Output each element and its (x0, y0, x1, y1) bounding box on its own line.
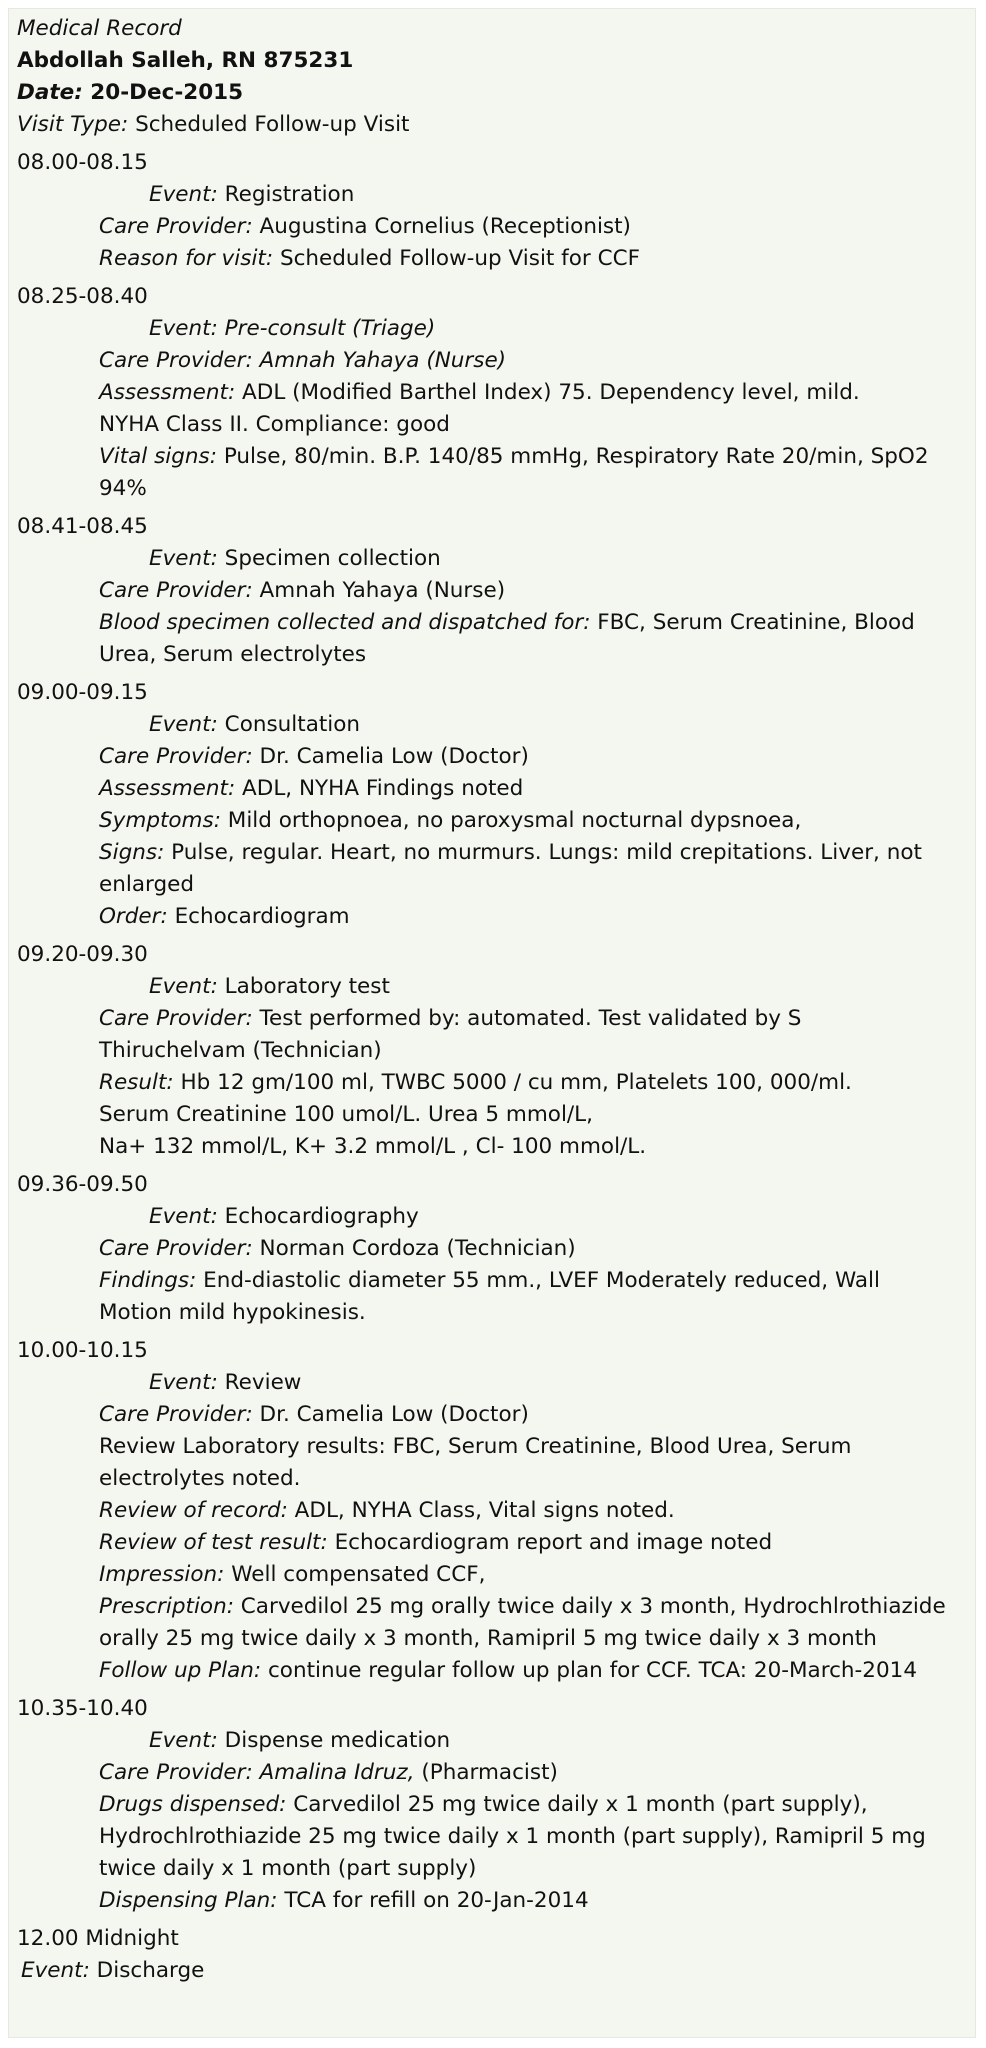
detail-text: (Pharmacist) (414, 1760, 558, 1785)
slot-detail-line (17, 1527, 967, 1559)
detail-text: orally 25 mg twice daily x 3 month, Ramipril 5 mg twice daily x 3 month (99, 1626, 877, 1651)
slot-detail-line (17, 1789, 967, 1821)
slot-detail-line (17, 1067, 967, 1099)
detail-text: Well compensated CCF, (224, 1562, 486, 1587)
slot-detail-line (17, 1003, 967, 1035)
event-label: Event: (149, 182, 218, 207)
slot-event-line (17, 709, 967, 741)
visit-type-line (17, 109, 967, 141)
detail-label: Care Provider: (99, 578, 253, 603)
detail-label: Blood specimen collected and dispatched for: (99, 610, 591, 635)
detail-label: Care Provider: (99, 744, 253, 769)
slot-event-line (17, 1725, 967, 1757)
detail-label: Assessment: (99, 380, 236, 405)
slot-event-line (17, 971, 967, 1003)
final-time: 12.00 Midnight (17, 1926, 179, 1951)
slot-detail-line (17, 741, 967, 773)
slot-detail-line (17, 575, 967, 607)
detail-text: Hydrochlrothiazide 25 mg twice daily x 1 month (part supply), Ramipril 5 mg (99, 1824, 926, 1849)
slot-detail-line (17, 805, 967, 837)
detail-label: Findings: (99, 1268, 197, 1293)
slot-detail-line (17, 473, 967, 505)
detail-text: NYHA Class II. Compliance: good (99, 412, 450, 437)
detail-text: Hb 12 gm/100 ml, TWBC 5000 / cu mm, Platelets 100, 000/ml. (173, 1070, 852, 1095)
event-label: Event: (149, 1204, 218, 1229)
event-value: Specimen collection (217, 546, 441, 571)
detail-label: Reason for visit: (99, 246, 274, 271)
date-line (17, 77, 967, 109)
slot-detail-line (17, 377, 967, 409)
detail-text: Serum Creatinine 100 umol/L. Urea 5 mmol/L, (99, 1102, 593, 1127)
detail-label: Symptoms: (99, 808, 221, 833)
detail-label: Vital signs: (99, 444, 217, 469)
slot-detail-line (17, 1591, 967, 1623)
slot-detail-line (17, 1099, 967, 1131)
slot-detail-line (17, 901, 967, 933)
detail-label: Result: (99, 1070, 174, 1095)
detail-text: continue regular follow up plan for CCF. TCA: 20-March-2014 (261, 1658, 918, 1683)
event-label: Event: (149, 1370, 218, 1395)
event-value: Dispense medication (217, 1728, 451, 1753)
detail-label: Order: (99, 904, 168, 929)
detail-text: Echocardiogram (167, 904, 350, 929)
timeline (17, 147, 967, 1917)
detail-label: Impression: (99, 1562, 225, 1587)
detail-text: ADL, NYHA Findings noted (235, 776, 524, 801)
event-label: Event: (149, 546, 218, 571)
detail-text: End-diastolic diameter 55 mm., LVEF Moderately reduced, Wall (196, 1268, 880, 1293)
slot-event-line (17, 313, 967, 345)
slot-detail-line (17, 1559, 967, 1591)
detail-text: Echocardiogram report and image noted (327, 1530, 773, 1555)
slot-detail-line (17, 1265, 967, 1297)
date-label: Date: (17, 80, 83, 105)
event-value: Laboratory test (217, 974, 390, 999)
event-value: Review (217, 1370, 302, 1395)
detail-label: Dispensing Plan: (99, 1888, 278, 1913)
final-event-label: Event: (21, 1958, 90, 1983)
detail-label: Signs: (99, 840, 165, 865)
detail-text: Na+ 132 mmol/L, K+ 3.2 mmol/L , Cl- 100 mmol/L. (99, 1134, 647, 1159)
event-value: Echocardiography (217, 1204, 419, 1229)
detail-text: 94% (99, 476, 147, 501)
slot-detail-line (17, 1035, 967, 1067)
slot-detail-line (17, 1463, 967, 1495)
patient-line: Abdollah Salleh, RN 875231 (17, 48, 354, 73)
visit-type-value: Scheduled Follow-up Visit (128, 112, 410, 137)
detail-text: ADL, NYHA Class, Vital signs noted. (287, 1498, 675, 1523)
slot-detail-line (17, 243, 967, 275)
slot-time: 08.41-08.45 (17, 514, 148, 539)
slot-time: 08.00-08.15 (17, 150, 148, 175)
slot-detail-line (17, 1885, 967, 1917)
slot-time: 09.20-09.30 (17, 942, 148, 967)
slot-detail-line (17, 441, 967, 473)
detail-text: electrolytes noted. (99, 1466, 301, 1491)
slot-event-line (17, 1367, 967, 1399)
detail-text: twice daily x 1 month (part supply) (99, 1856, 477, 1881)
slot-detail-line (17, 211, 967, 243)
slot-event-line (17, 543, 967, 575)
detail-label: Drugs dispensed: (99, 1792, 287, 1817)
detail-text: Norman Cordoza (Technician) (252, 1236, 576, 1261)
detail-text: Motion mild hypokinesis. (99, 1300, 366, 1325)
event-label: Event: (149, 1728, 218, 1753)
slot-time: 10.00-10.15 (17, 1338, 148, 1363)
detail-label: Review of record: (99, 1498, 288, 1523)
slot-event-line (17, 1201, 967, 1233)
detail-text: Carvedilol 25 mg twice daily x 1 month (part supply), (286, 1792, 868, 1817)
detail-text: Mild orthopnoea, no paroxysmal nocturnal dypsnoea, (220, 808, 802, 833)
detail-label: Care Provider: (99, 214, 253, 239)
slot-detail-line (17, 1623, 967, 1655)
slot-detail-line (17, 869, 967, 901)
detail-text: Urea, Serum electrolytes (99, 642, 367, 667)
detail-text: Augustina Cornelius (Receptionist) (252, 214, 631, 239)
detail-label: Follow up Plan: (99, 1658, 262, 1683)
detail-label: Care Provider: (99, 1006, 253, 1031)
slot-time: 10.35-10.40 (17, 1696, 148, 1721)
visit-type-label: Visit Type: (17, 112, 129, 137)
slot-detail-line (17, 607, 967, 639)
date-value: 20-Dec-2015 (82, 80, 244, 105)
slot-detail-line (17, 1757, 967, 1789)
detail-text: Pulse, regular. Heart, no murmurs. Lungs: mild crepitations. Liver, not (164, 840, 922, 865)
detail-text: ADL (Modified Barthel Index) 75. Dependency level, mild. (235, 380, 860, 405)
detail-label: Care Provider: (99, 1236, 253, 1261)
detail-text: enlarged (99, 872, 194, 897)
event-label: Event: (149, 974, 218, 999)
slot-detail-line (17, 837, 967, 869)
detail-text: Scheduled Follow-up Visit for CCF (273, 246, 640, 271)
slot-detail-line (17, 1233, 967, 1265)
final-event-line (17, 1955, 967, 1987)
detail-text: TCA for refill on 20-Jan-2014 (277, 1888, 589, 1913)
document-title: Medical Record (17, 16, 182, 41)
slot-time: 09.00-09.15 (17, 680, 148, 705)
slot-detail-line (17, 1131, 967, 1163)
detail-label: Care Provider: Amnah Yahaya (Nurse) (99, 348, 507, 373)
slot-detail-line (17, 773, 967, 805)
event-value: Pre-consult (Triage) (217, 316, 436, 341)
event-label: Event: (149, 712, 218, 737)
detail-label: Review of test result: (99, 1530, 328, 1555)
slot-detail-line (17, 1495, 967, 1527)
slot-detail-line (17, 1655, 967, 1687)
detail-text: Amnah Yahaya (Nurse) (252, 578, 506, 603)
slot-time: 08.25-08.40 (17, 284, 148, 309)
detail-label: Assessment: (99, 776, 236, 801)
detail-text: Pulse, 80/min. B.P. 140/85 mmHg, Respiratory Rate 20/min, SpO2 (217, 444, 929, 469)
detail-label: Care Provider: Amalina Idruz, (99, 1760, 415, 1785)
slot-time: 09.36-09.50 (17, 1172, 148, 1197)
medical-record-document (8, 8, 976, 2038)
detail-text: Dr. Camelia Low (Doctor) (252, 744, 529, 769)
detail-label: Prescription: (99, 1594, 234, 1619)
detail-text: FBC, Serum Creatinine, Blood (590, 610, 915, 635)
slot-event-line (17, 179, 967, 211)
slot-detail-line (17, 1853, 967, 1885)
final-event-value: Discharge (89, 1958, 205, 1983)
slot-detail-line (17, 1297, 967, 1329)
slot-detail-line (17, 409, 967, 441)
detail-text: Thiruchelvam (Technician) (99, 1038, 382, 1063)
detail-text: Review Laboratory results: FBC, Serum Creatinine, Blood Urea, Serum (99, 1434, 852, 1459)
event-label: Event: (149, 316, 218, 341)
slot-detail-line (17, 1821, 967, 1853)
slot-detail-line (17, 1399, 967, 1431)
event-value: Registration (217, 182, 355, 207)
slot-detail-line (17, 639, 967, 671)
detail-text: Test performed by: automated. Test validated by S (252, 1006, 802, 1031)
detail-text: Carvedilol 25 mg orally twice daily x 3 month, Hydrochlrothiazide (233, 1594, 946, 1619)
event-value: Consultation (217, 712, 361, 737)
slot-detail-line (17, 1431, 967, 1463)
detail-label: Care Provider: (99, 1402, 253, 1427)
slot-detail-line (17, 345, 967, 377)
detail-text: Dr. Camelia Low (Doctor) (252, 1402, 529, 1427)
